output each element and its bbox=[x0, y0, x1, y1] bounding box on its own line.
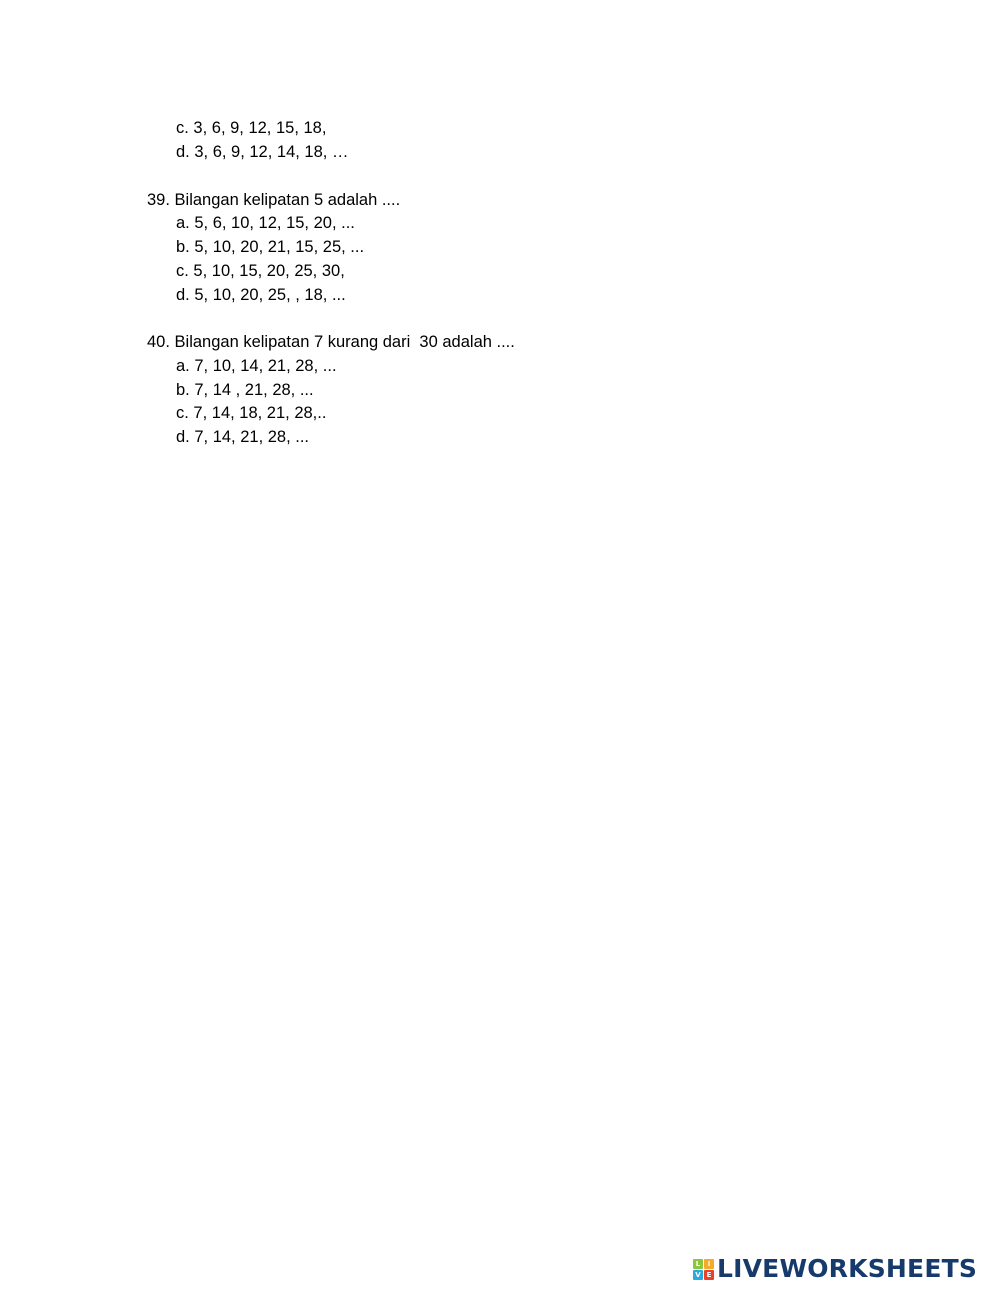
logo-mark-l: L bbox=[693, 1259, 703, 1269]
q39-question: 39. Bilangan kelipatan 5 adalah .... bbox=[147, 191, 401, 209]
logo-mark-e: E bbox=[704, 1270, 714, 1280]
q40-option-a[interactable]: a. 7, 10, 14, 21, 28, ... bbox=[176, 357, 337, 375]
liveworksheets-logo bbox=[693, 1255, 977, 1283]
q40-option-c[interactable]: c. 7, 14, 18, 21, 28,.. bbox=[176, 404, 327, 422]
q38-option-c[interactable]: c. 3, 6, 9, 12, 15, 18, bbox=[176, 119, 327, 137]
q39-option-d[interactable]: d. 5, 10, 20, 25, , 18, ... bbox=[176, 286, 346, 304]
logo-mark-icon bbox=[693, 1259, 714, 1280]
logo-text: LIVEWORKSHEETS bbox=[717, 1254, 978, 1283]
q38-option-d[interactable]: d. 3, 6, 9, 12, 14, 18, … bbox=[176, 143, 349, 161]
logo-mark-v: V bbox=[693, 1270, 703, 1280]
q39-option-b[interactable]: b. 5, 10, 20, 21, 15, 25, ... bbox=[176, 238, 365, 256]
q39-option-c[interactable]: c. 5, 10, 15, 20, 25, 30, bbox=[176, 262, 345, 280]
logo-mark-i: I bbox=[704, 1259, 714, 1269]
q40-option-b[interactable]: b. 7, 14 , 21, 28, ... bbox=[176, 381, 314, 399]
q39-option-a[interactable]: a. 5, 6, 10, 12, 15, 20, ... bbox=[176, 214, 355, 232]
q40-option-d[interactable]: d. 7, 14, 21, 28, ... bbox=[176, 428, 310, 446]
q40-question: 40. Bilangan kelipatan 7 kurang dari 30 adalah .... bbox=[147, 333, 515, 351]
